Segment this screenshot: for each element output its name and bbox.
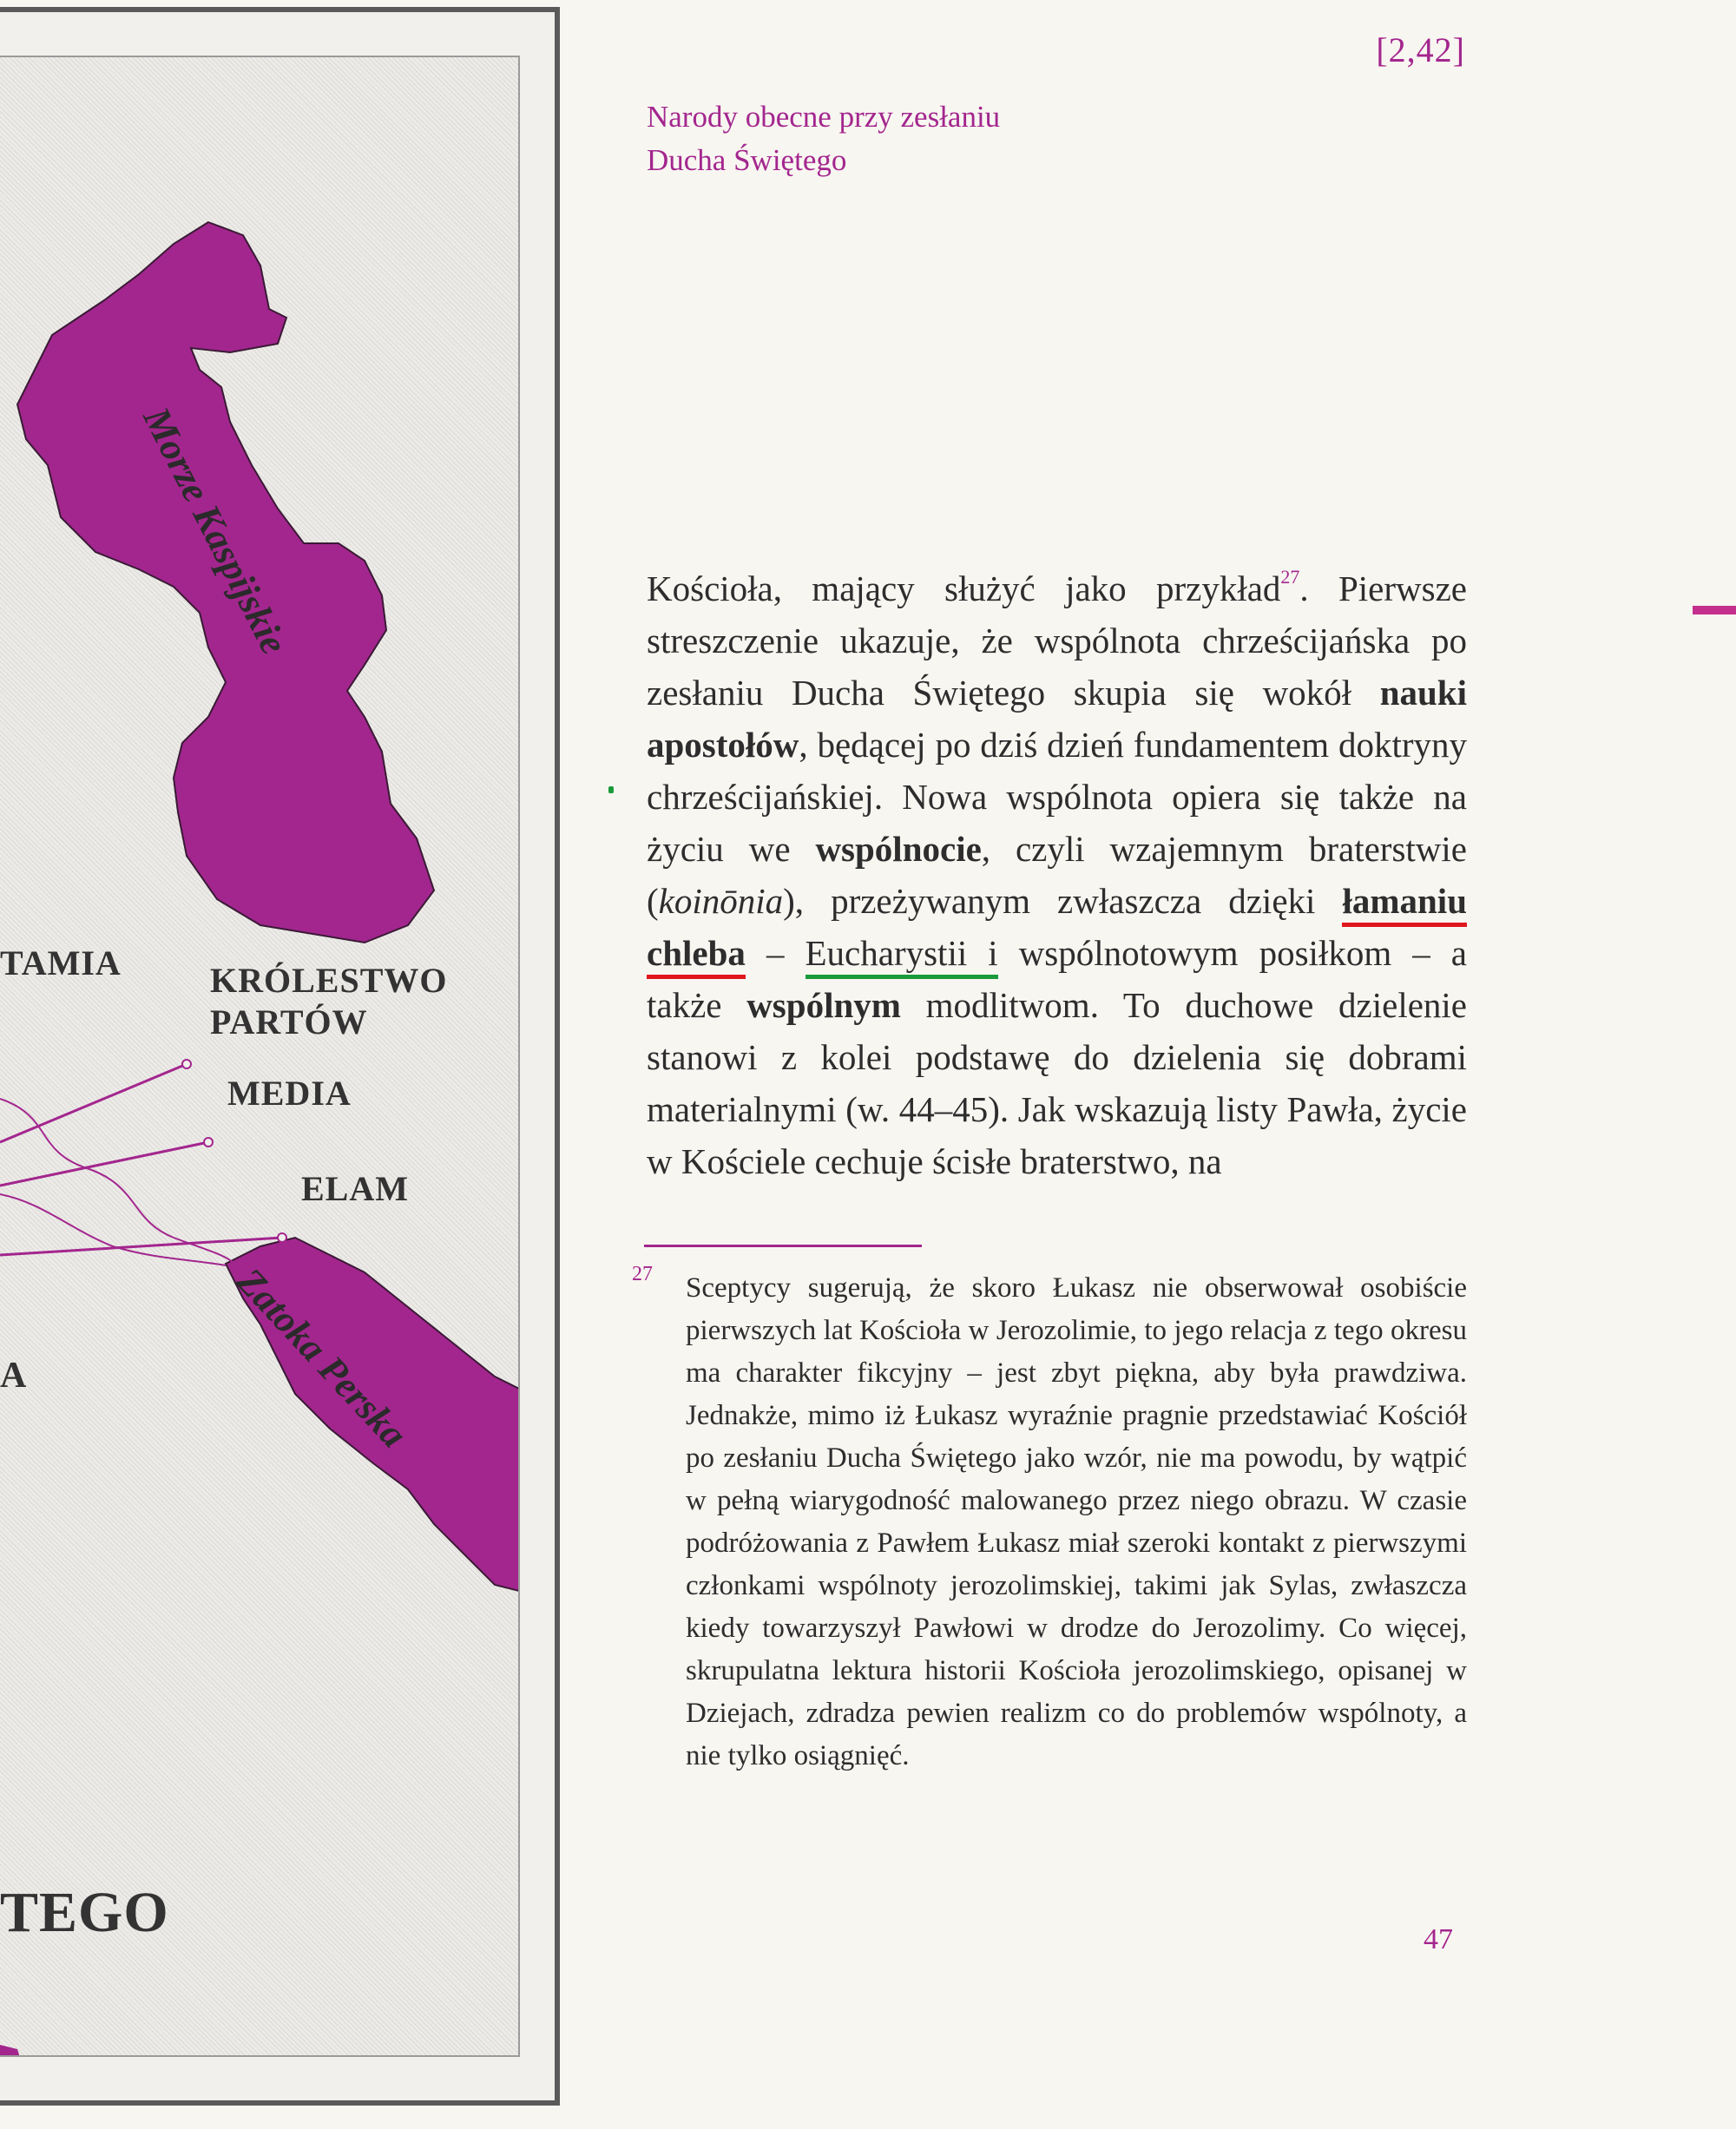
map-panel	[0, 7, 560, 2106]
footnote-number: 27	[632, 1263, 653, 1285]
body-text-run: modlitwom. To duchowe dzielenie stanowi z kolei podstawę do dzielenia się dobrami materialnymi (w. 44–45). Jak wskazują listy Pawła, życie w Kościele cechuje ścisłe braterstwo, na	[647, 985, 1467, 1181]
body-text-run: . Pierwsze streszczenie ukazuje, że wspólnota chrześcijańska po zesłaniu Ducha Świętego skupia się wokół	[647, 568, 1467, 713]
coast-shape	[0, 2045, 24, 2057]
sea-label-caspian: Morze Kaspijskie	[135, 400, 296, 661]
region-label-elam: ELAM	[301, 1169, 409, 1208]
running-head-line2: Ducha Świętego	[647, 143, 847, 177]
body-text-run: , czyli wzajemnym braterstwie (	[647, 829, 1467, 921]
bold-term: wspólnym	[746, 985, 901, 1025]
bold-term: nauki apostołów	[647, 673, 1467, 765]
underlined-bold-term: łamaniu chleba	[647, 881, 1467, 979]
footnote-text: Sceptycy sugerują, że skoro Łukasz nie obserwował osobiście pierwszych lat Kościoła w Jerozolimie, to jego relacja z tego okresu ma charakter fikcyjny – jest zbyt piękna, aby była prawdziwa. Jednakże, mimo iż Łukasz wyraźnie pragnie przedstawiać Kościół po zesłaniu Ducha Świętego jako wzór, nie ma powodu, by wątpić w pełną wiarygodność malowanego przez niego obrazu. W czasie podróżowania z Pawłem Łukasz miał szeroki kontakt z pierwszymi członkami wspólnoty jerozolimskiej, takimi jak Sylas, zwłaszcza kiedy towarzyszył Pawłowi w drodze do Jerozolimy. Co więcej, skrupulatna lektura historii Kościoła jerozolimskiego, opisanej w Dziejach, zdradza pewien realizm co do problemów wspólnoty, a nie tylko osiągnięć.	[686, 1272, 1467, 1771]
body-text-run: wspólnotowym posiłkom – a także	[647, 933, 1467, 1025]
body-text-run: , będącej po dziś dzień fundamentem doktryny chrześcijańskiej. Nowa wspólnota opiera się także na życiu we	[647, 725, 1467, 869]
body-text-run: –	[745, 933, 806, 973]
media-pointer	[0, 1142, 208, 1186]
italic-term: koinōnia	[658, 881, 784, 921]
body-text-run: ), przeżywanym zwłaszcza dzięki	[783, 881, 1343, 921]
body-text-run: Kościoła, mający służyć jako przykład	[647, 568, 1281, 608]
region-label-a: A	[0, 1356, 28, 1396]
footnote-separator	[644, 1245, 922, 1247]
map-title-fragment: TEGO	[0, 1881, 169, 1944]
page-number: 47	[1424, 1923, 1453, 1955]
map-area	[0, 56, 520, 2057]
region-label-krolestwo: KRÓLESTWO	[210, 961, 448, 1000]
running-head-line1: Narody obecne przy zesłaniu	[647, 100, 1001, 134]
region-label-partow: PARTÓW	[210, 1002, 368, 1042]
underlined-term: Eucharystii i	[806, 933, 998, 979]
elam-pointer	[0, 1238, 282, 1255]
sea-label-persian: Zatoka Perska	[228, 1259, 416, 1456]
margin-mark	[608, 786, 614, 793]
page-reference: [2,42]	[1376, 30, 1465, 69]
map-graphic	[0, 57, 520, 2057]
body-paragraph	[647, 562, 1467, 1187]
partow-pointer	[0, 1064, 187, 1142]
region-label-tamia: TAMIA	[0, 943, 122, 982]
river	[0, 1099, 234, 1264]
running-head	[647, 95, 1000, 182]
bold-term: wspólnocie	[815, 829, 982, 869]
river	[0, 1194, 226, 1265]
edge-tab-marker	[1693, 606, 1736, 614]
footnote-reference[interactable]: 27	[1280, 566, 1300, 588]
region-label-media: MEDIA	[227, 1074, 352, 1113]
